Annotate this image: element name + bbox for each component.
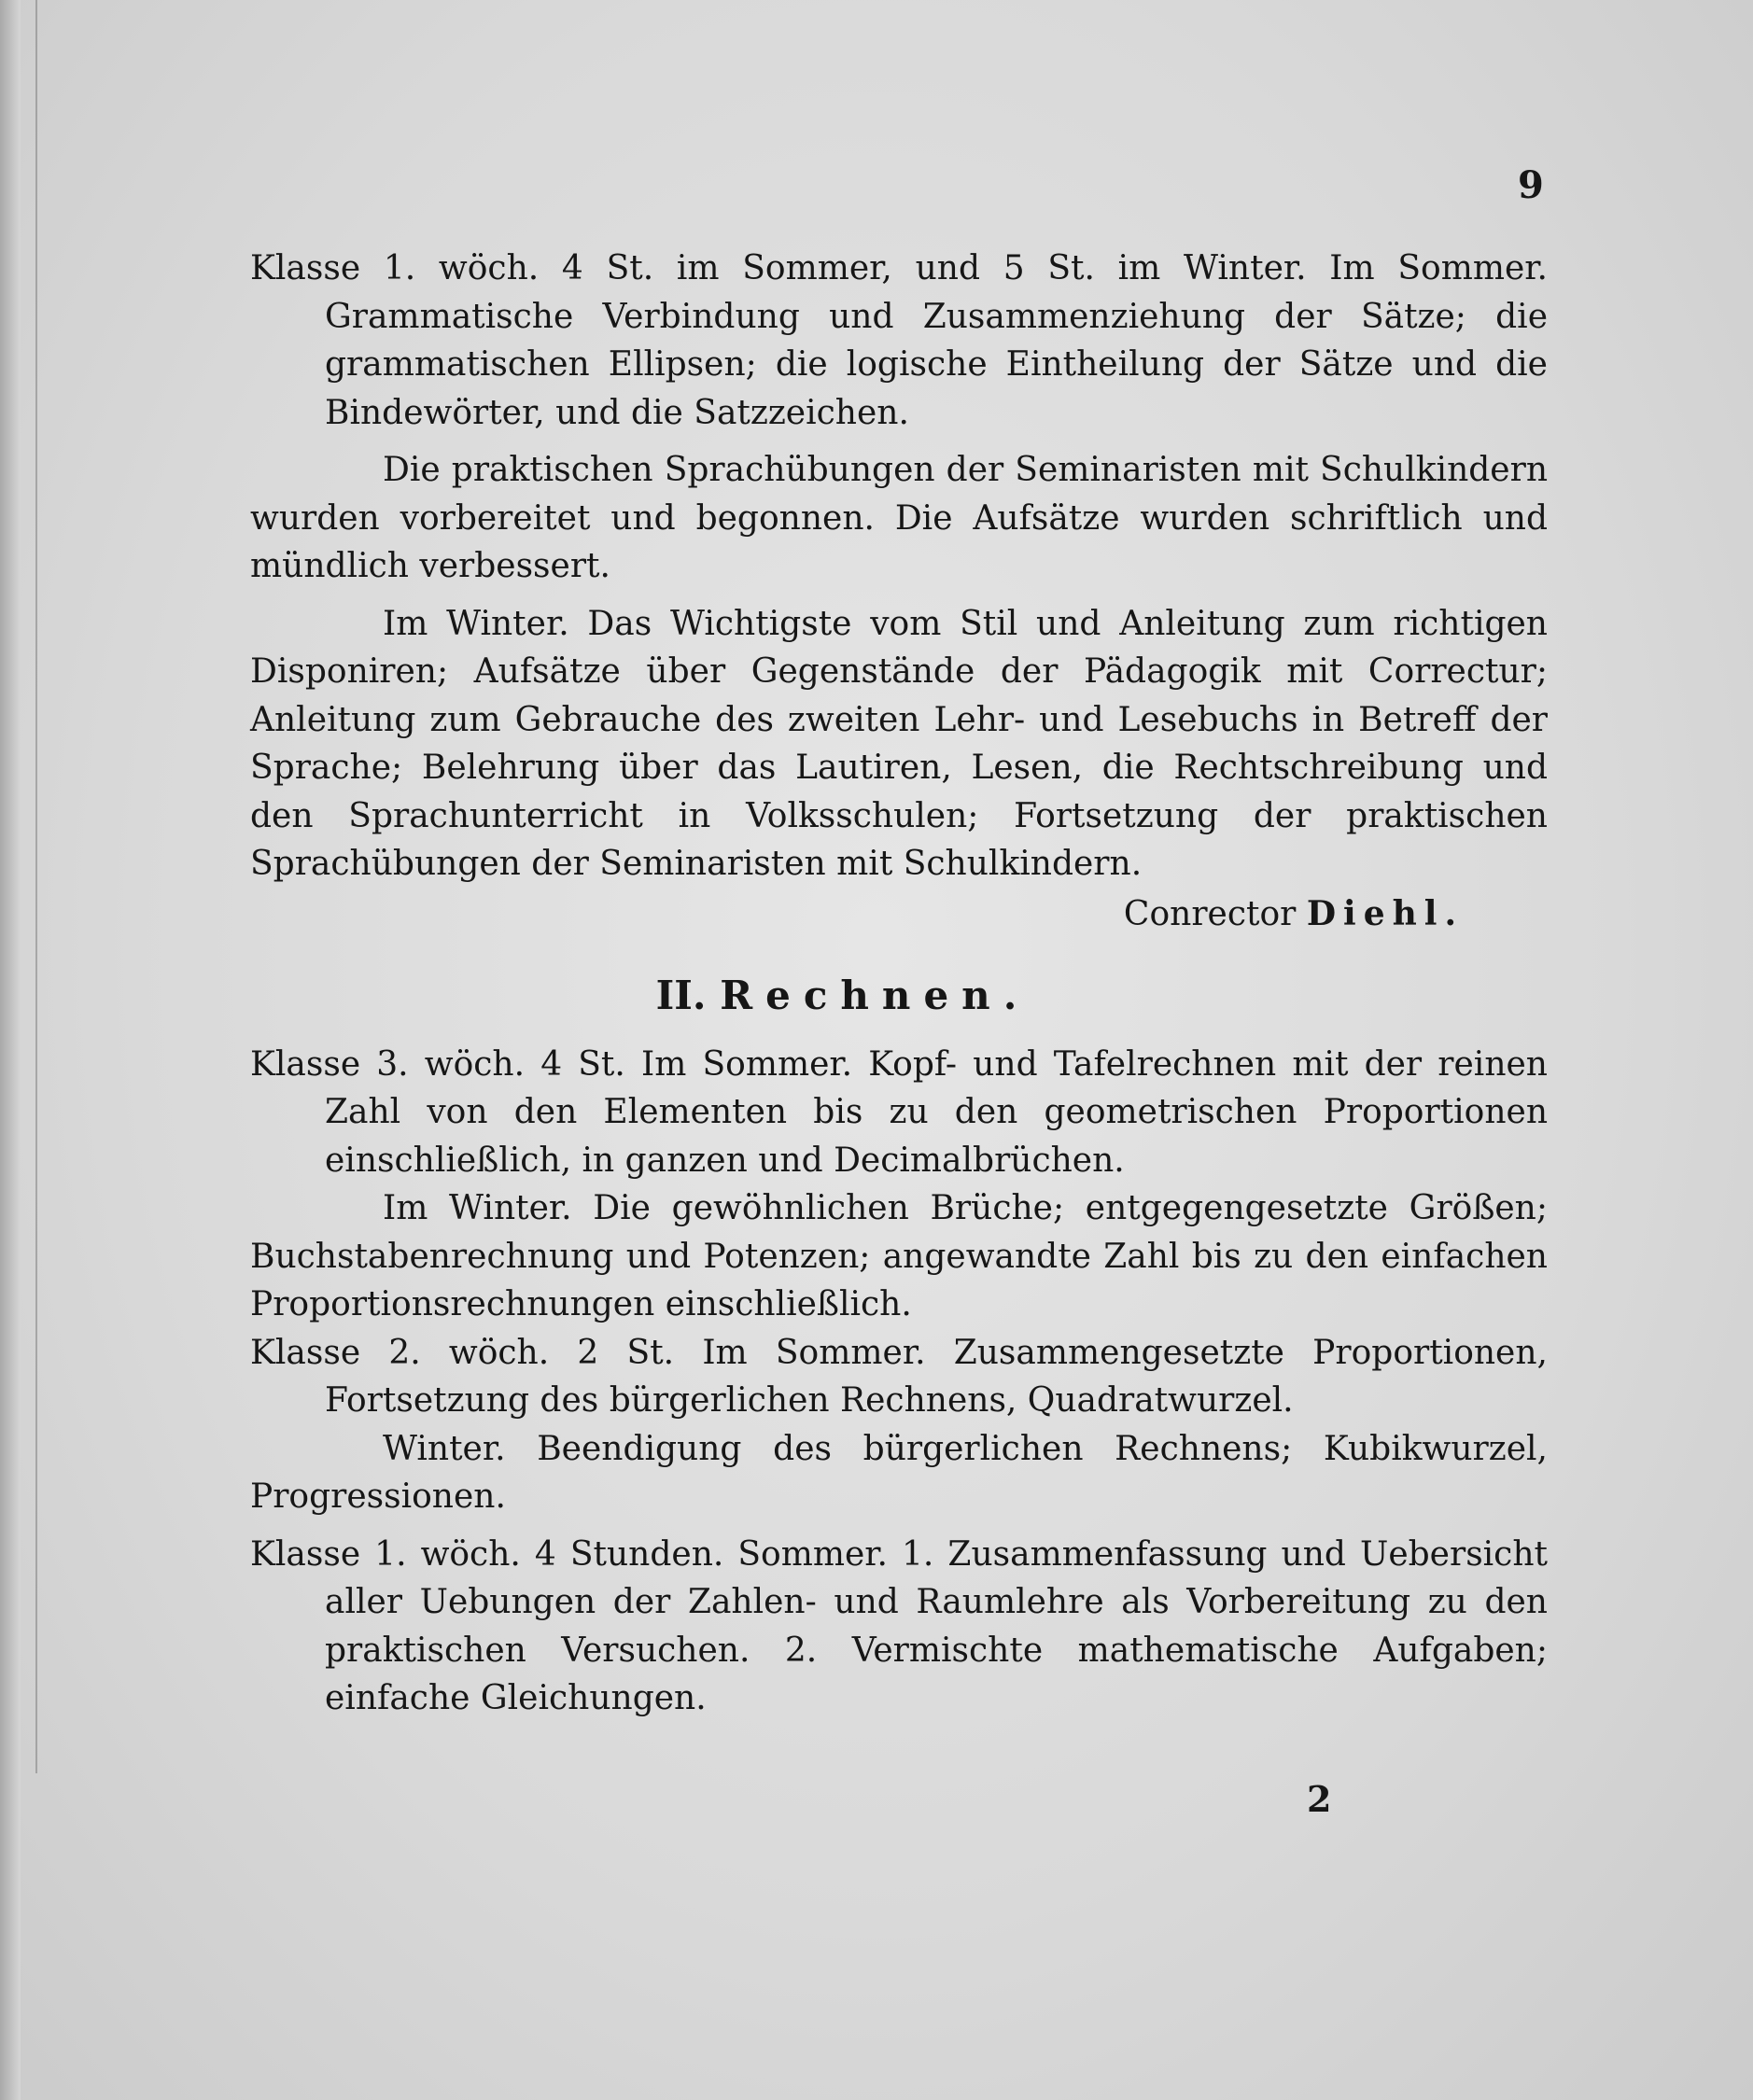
section-heading-rechnen xyxy=(250,972,1548,1020)
class3-arithmetic-summer: Klasse 3. wöch. 4 St. Im Sommer. Kopf- und Tafelrechnen mit der reinen Zahl von den Elementen bis zu den geometrischen Proportionen einschließlich, in ganzen und Decimalbrüchen. xyxy=(250,1044,1548,1180)
gutter-crease xyxy=(35,0,37,1773)
practical-exercises-paragraph: Die praktischen Sprachübungen der Seminaristen mit Schulkindern wurden vorbereitet und begonnen. Die Aufsätze wurden schriftlich und mündlich verbessert. xyxy=(250,451,1548,585)
section-numeral: II. xyxy=(655,973,707,1018)
class3-arithmetic-winter: Im Winter. Die gewöhnlichen Brüche; entgegengesetzte Größen; Buchstabenrechnung und Potenzen; angewandte Zahl bis zu den einfachen Proportionsrechnungen einschließlich. xyxy=(250,1189,1548,1323)
page-gutter xyxy=(0,0,21,2100)
class1-arithmetic: Klasse 1. wöch. 4 Stunden. Sommer. 1. Zusammenfassung und Uebersicht aller Uebungen der Zahlen- und Raumlehre als Vorbereitung zu den praktischen Versuchen. 2. Vermischte mathematische Aufgaben; einfache Gleichungen. xyxy=(250,1534,1548,1717)
author-title: Conrector xyxy=(1123,894,1297,933)
section-title: Rechnen. xyxy=(720,973,1031,1018)
author-name: Diehl. xyxy=(1306,893,1464,933)
class2-arithmetic-summer: Klasse 2. wöch. 2 St. Im Sommer. Zusammengesetzte Proportionen, Fortsetzung des bürgerlichen Rechnens, Quadratwurzel. xyxy=(250,1333,1548,1420)
class1-language-winter: Im Winter. Das Wichtigste vom Stil und Anleitung zum richtigen Disponiren; Aufsätze über Gegenstände der Pädagogik mit Correctur; Anleitung zum Gebrauche des zweiten Lehr- und Lesebuchs in Betreff der Sprache; Belehrung über das Lautiren, Lesen, die Rechtschreibung und den Sprachunterricht in Volksschulen; Fortsetzung der praktischen Sprachübungen der Seminaristen mit Schulkindern. xyxy=(250,604,1548,883)
signature-mark: 2 xyxy=(1307,1778,1332,1820)
class1-language-summer: Klasse 1. wöch. 4 St. im Sommer, und 5 St. im Winter. Im Sommer. Grammatische Verbindung und Zusammenziehung der Sätze; die grammatischen Ellipsen; die logische Eintheilung der Sätze und die Bindewörter, und die Satzzeichen. xyxy=(250,249,1548,432)
body-text xyxy=(250,245,1548,1723)
page-number: 9 xyxy=(1518,163,1544,207)
author-line xyxy=(250,890,1548,939)
class2-arithmetic-winter: Winter. Beendigung des bürgerlichen Rechnens; Kubikwurzel, Progressionen. xyxy=(250,1429,1548,1516)
